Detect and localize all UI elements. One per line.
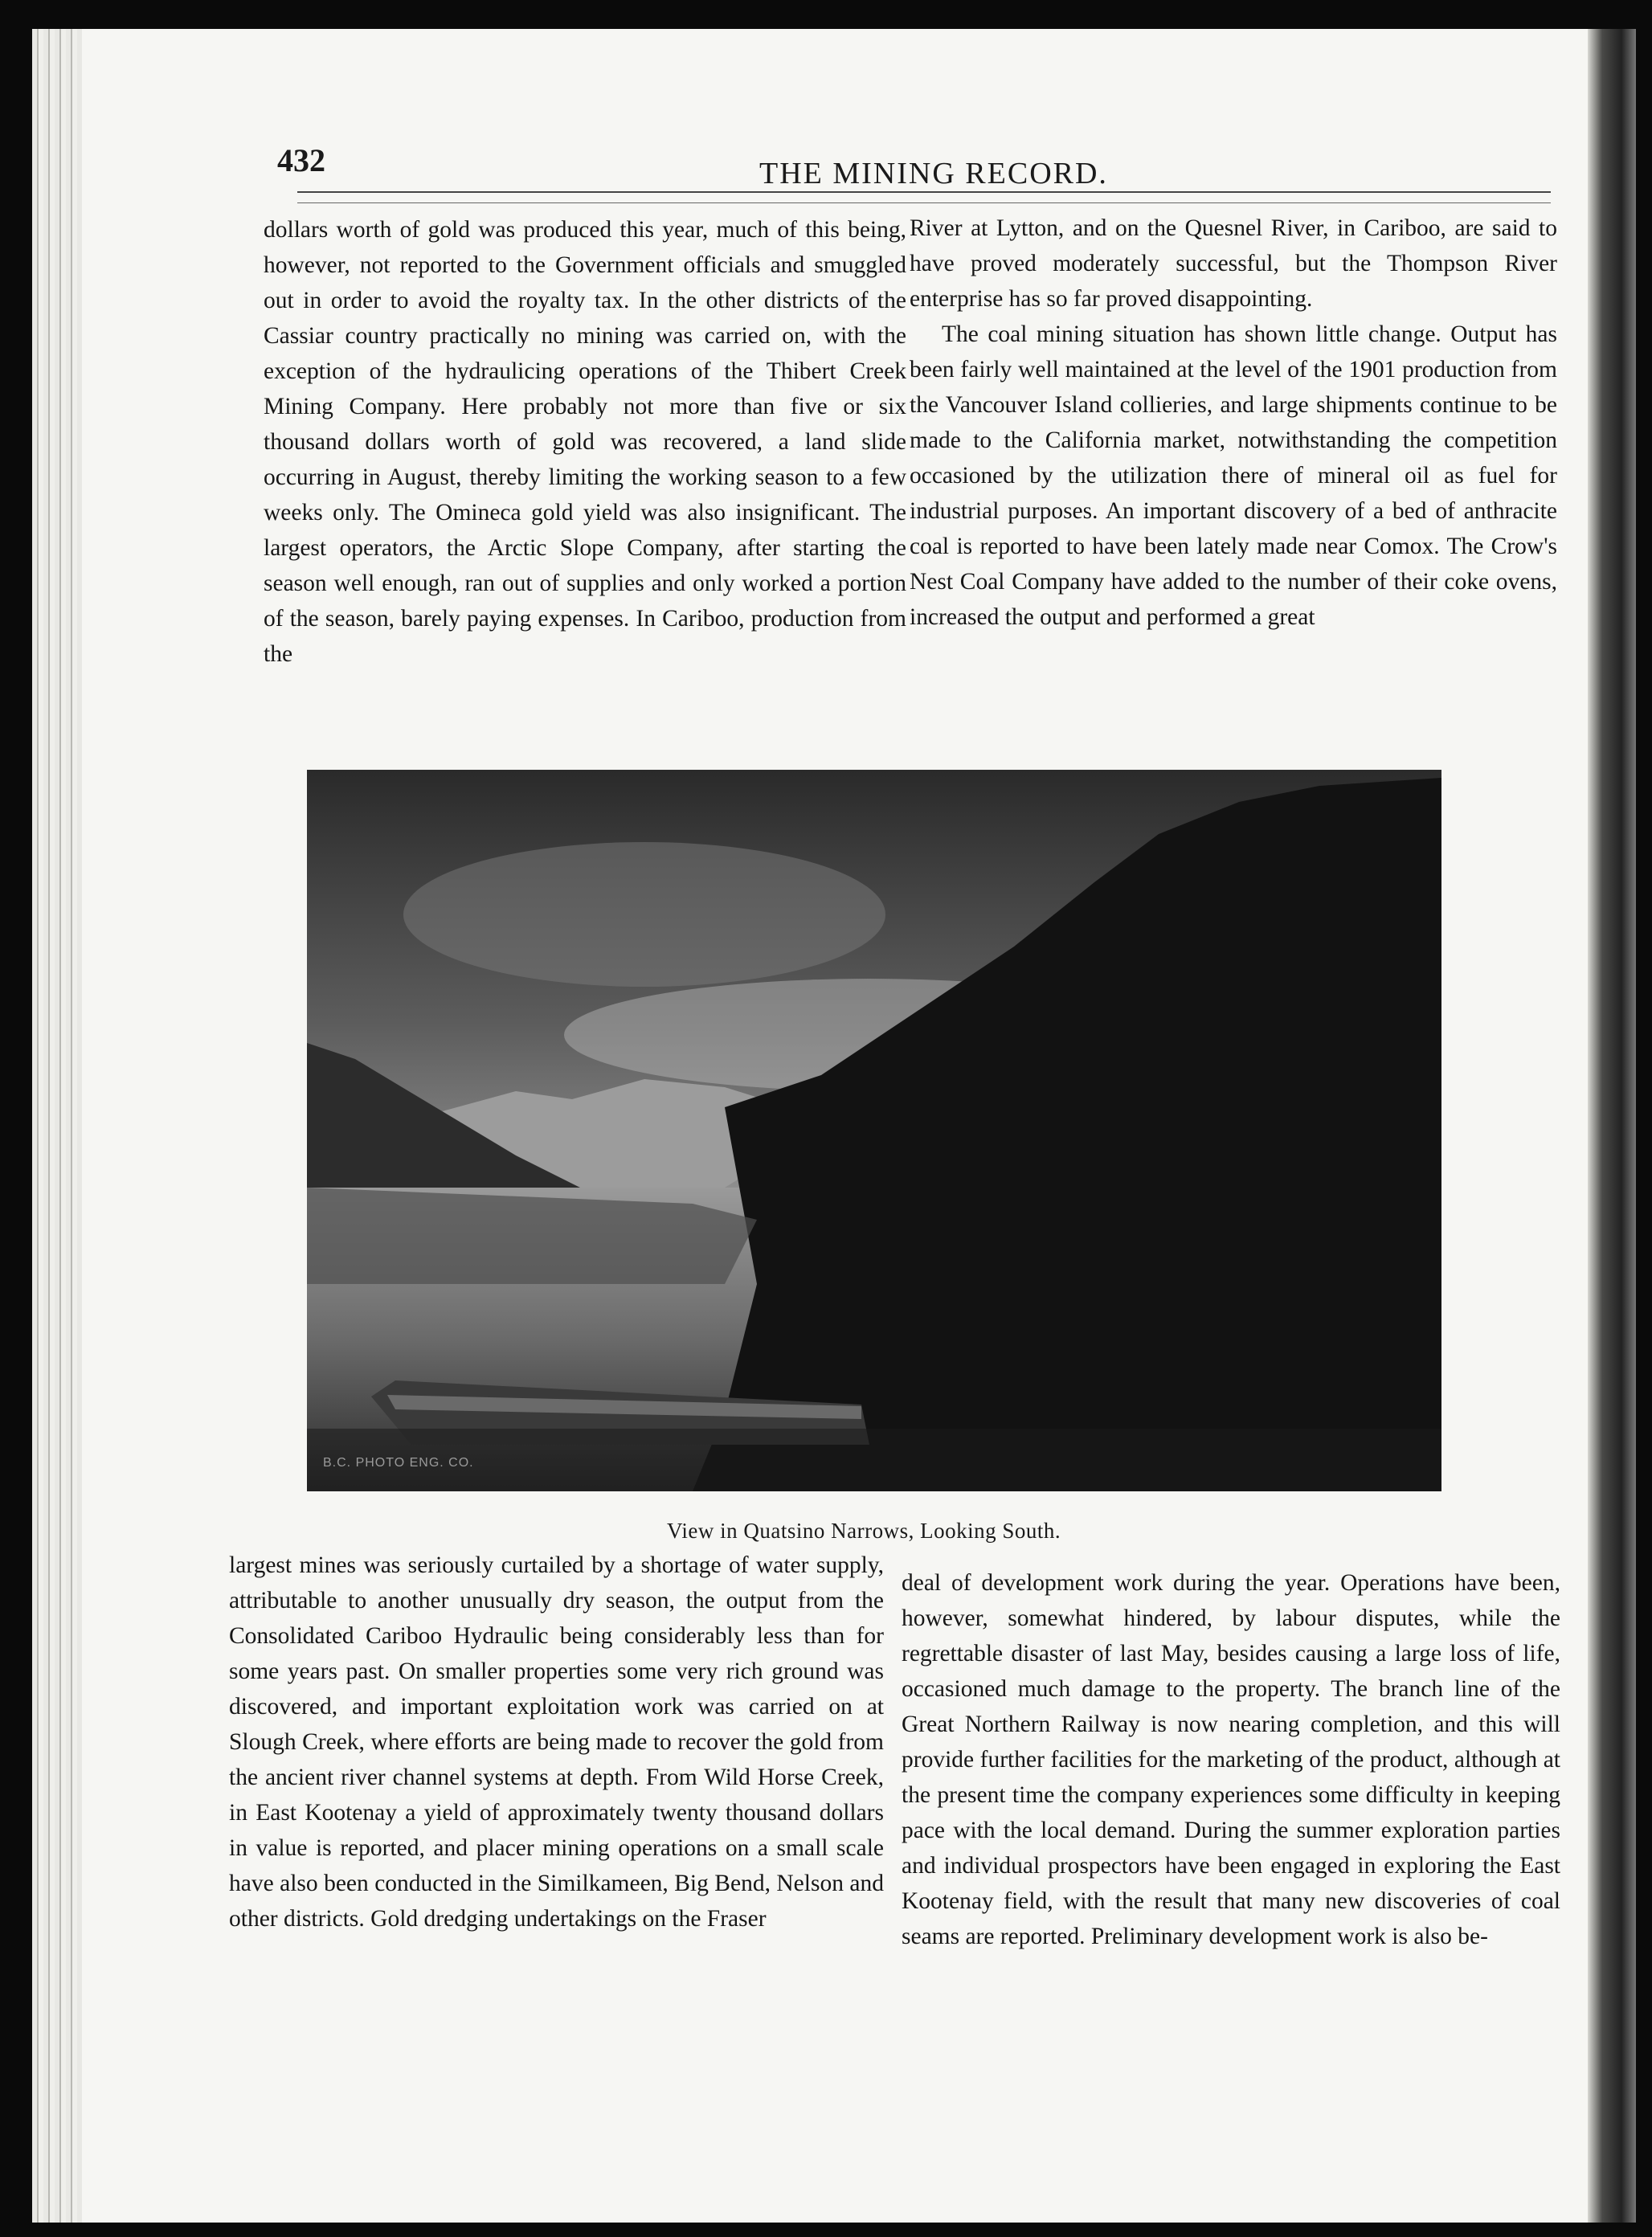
- header-rule-thin: [297, 202, 1551, 203]
- paragraph: largest mines was seriously curtailed by a shortage of water supply, attributable to another unusually dry season, the output from the Consolidated Cariboo Hydraulic being considerably less than for some years past. On smaller properties some very rich ground was discovered, and important exploitation work was carried on at Slough Creek, where efforts are being made to recover the gold from the ancient river channel systems at depth. From Wild Horse Creek, in East Kootenay a yield of approximately twenty thousand dollars in value is reported, and placer mining operations on a small scale have also been conducted in the Similkameen, Big Bend, Nelson and other districts. Gold dredging undertakings on the Fraser: [229, 1552, 884, 1932]
- page-number: 432: [277, 142, 325, 178]
- paragraph: dollars worth of gold was produced this year, much of this being, however, not reported to the Government officials and smuggled out in order to avoid the royalty tax. In the other districts of the Cassiar country practically no mining was carried on, with the exception of the hydraulicing operations of the Thibert Creek Mining Company. Here probably not more than five or six thousand dollars worth of gold was recovered, a land slide occurring in August, thereby limiting the working season to a few weeks only. The Omineca gold yield was also insignificant. The largest operators, the Arctic Slope Company, after starting the season well enough, ran out of supplies and only worked a portion of the season, barely paying expenses. In Cariboo, production from the: [264, 217, 906, 667]
- paragraph: River at Lytton, and on the Quesnel River, in Cariboo, are said to have proved moderately successful, but the Thompson River enterprise has so far proved disappointing.: [910, 215, 1557, 312]
- column-bottom-left: [229, 1548, 884, 1936]
- header-rule: [297, 191, 1551, 193]
- paragraph: deal of development work during the year. Operations have been, however, somewhat hindered, by labour disputes, while the regrettable disaster of last May, besides causing a large loss of life, occasioned much damage to the property. The branch line of the Great Northern Railway is now nearing completion, and this will provide further facilities for the marketing of the product, although at the present time the company experiences some difficulty in keeping pace with the local demand. During the summer exploration parties and individual prospectors have been engaged in exploring the East Kootenay field, with the result that many new discoveries of coal seams are reported. Preliminary development work is also be-: [902, 1570, 1560, 1949]
- column-bottom-right: [902, 1565, 1560, 1954]
- magazine-page: [32, 29, 1636, 2223]
- paragraph: The coal mining situation has shown little change. Output has been fairly well maintained at the level of the 1901 production from the Vancouver Island collieries, and large shipments continue to be made to the California market, notwithstanding the competition occasioned by the utilization there of mineral oil as fuel for industrial purposes. An important discovery of a bed of anthracite coal is reported to have been lately made near Comox. The Crow's Nest Coal Company have added to the number of their coke ovens, increased the output and performed a great: [910, 321, 1557, 630]
- column-top-left: [264, 212, 906, 672]
- column-top-right: [910, 211, 1557, 635]
- photo-caption: View in Quatsino Narrows, Looking South.: [667, 1519, 1061, 1543]
- lake-mountain-photo-image: [307, 770, 1441, 1491]
- page-stack-edge: [32, 29, 82, 2223]
- running-title: THE MINING RECORD.: [759, 157, 1108, 190]
- landscape-photo: [307, 770, 1441, 1491]
- binding-shadow: [1588, 29, 1636, 2223]
- photo-credit: B.C. PHOTO ENG. CO.: [323, 1456, 474, 1470]
- page-header: [277, 141, 1555, 206]
